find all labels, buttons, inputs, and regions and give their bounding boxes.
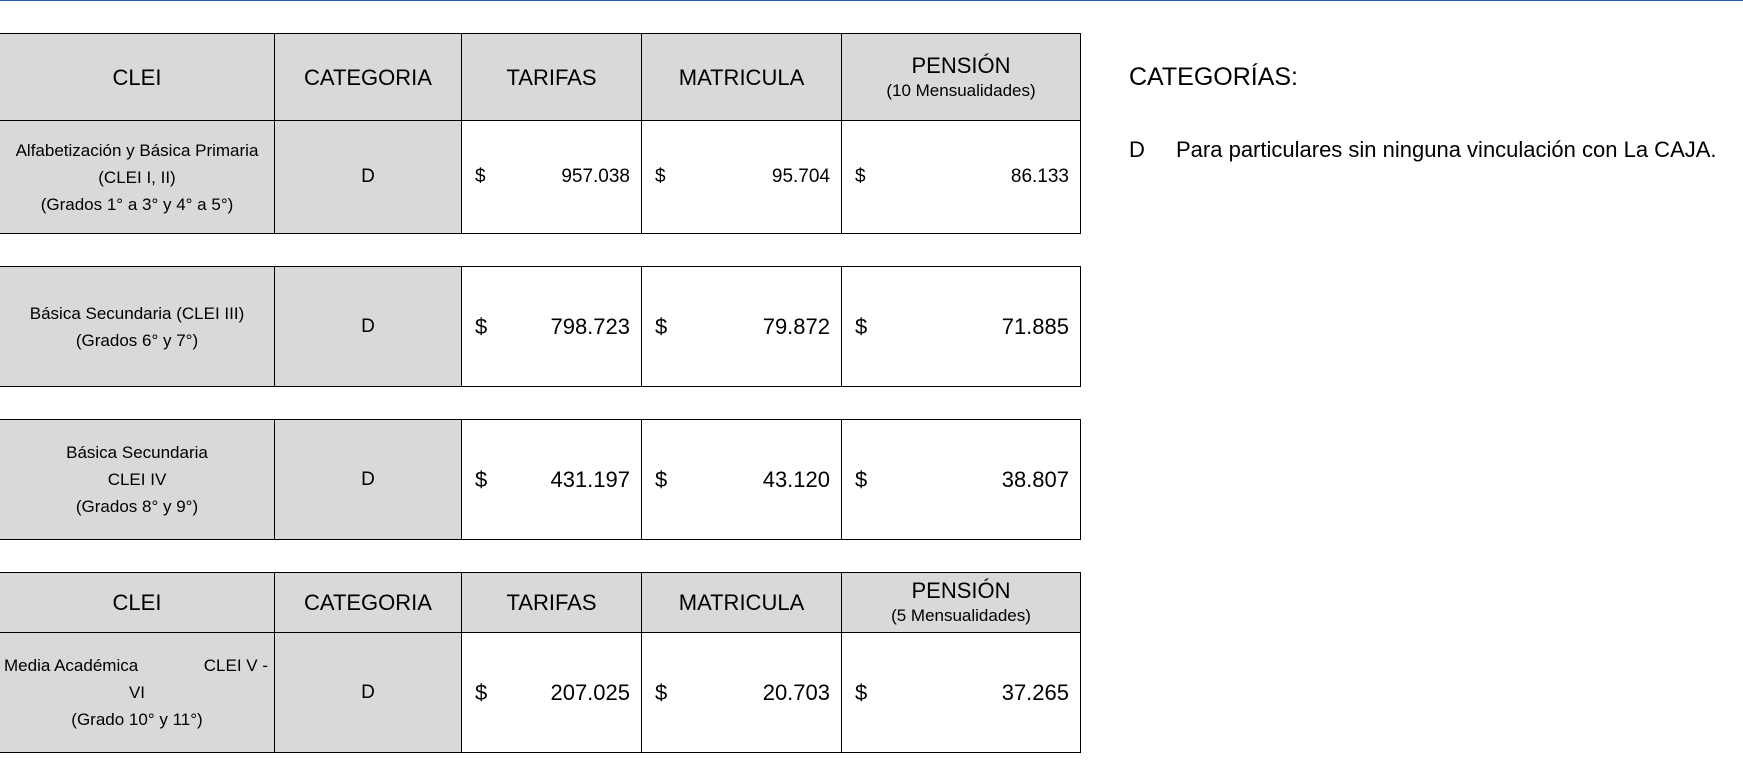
categoria-cell: D	[275, 121, 462, 234]
categoria-cell: D	[275, 633, 462, 753]
matricula-cell: $ 43.120	[642, 420, 842, 540]
clei-cell: Media Académica CLEI V - VI (Grado 10° y 11°)	[0, 633, 275, 753]
table-row	[0, 420, 1081, 540]
matricula-cell: $ 20.703	[642, 633, 842, 753]
table-header-row	[0, 34, 1081, 121]
pension-cell: $ 37.265	[842, 633, 1081, 753]
header-categoria: CATEGORIA	[275, 573, 462, 633]
header-tarifas: TARIFAS	[462, 34, 642, 121]
categoria-description: Para particulares sin ninguna vinculación con La CAJA.	[1176, 137, 1717, 162]
pension-cell: $ 86.133	[842, 121, 1081, 234]
tarifas-table	[0, 33, 1081, 753]
tarifa-cell: $ 957.038	[462, 121, 642, 234]
table-header-row	[0, 573, 1081, 633]
table-row	[0, 121, 1081, 234]
clei-cell: Básica Secundaria CLEI IV (Grados 8° y 9°)	[0, 420, 275, 540]
header-tarifas: TARIFAS	[462, 573, 642, 633]
header-matricula: MATRICULA	[642, 34, 842, 121]
header-clei: CLEI	[0, 573, 275, 633]
table-row	[0, 633, 1081, 753]
header-categoria: CATEGORIA	[275, 34, 462, 121]
tarifa-cell: $ 207.025	[462, 633, 642, 753]
categorias-title: CATEGORÍAS:	[1129, 63, 1299, 91]
matricula-cell: $ 95.704	[642, 121, 842, 234]
header-pension: PENSIÓN (5 Mensualidades)	[842, 573, 1081, 633]
tarifa-cell: $ 431.197	[462, 420, 642, 540]
categoria-cell: D	[275, 267, 462, 387]
tarifa-cell: $ 798.723	[462, 267, 642, 387]
pension-cell: $ 71.885	[842, 267, 1081, 387]
categoria-entry	[1129, 137, 1717, 163]
spacer-row	[0, 234, 1081, 267]
spacer-row	[0, 540, 1081, 573]
categoria-code: D	[1129, 137, 1145, 162]
pension-cell: $ 38.807	[842, 420, 1081, 540]
clei-cell: Básica Secundaria (CLEI III) (Grados 6° y 7°)	[0, 267, 275, 387]
spacer-row	[0, 387, 1081, 420]
header-clei: CLEI	[0, 34, 275, 121]
top-rule	[0, 0, 1743, 1]
categoria-cell: D	[275, 420, 462, 540]
clei-cell: Alfabetización y Básica Primaria (CLEI I, II) (Grados 1° a 3° y 4° a 5°)	[0, 121, 275, 234]
table-row	[0, 267, 1081, 387]
matricula-cell: $ 79.872	[642, 267, 842, 387]
header-matricula: MATRICULA	[642, 573, 842, 633]
header-pension: PENSIÓN (10 Mensualidades)	[842, 34, 1081, 121]
